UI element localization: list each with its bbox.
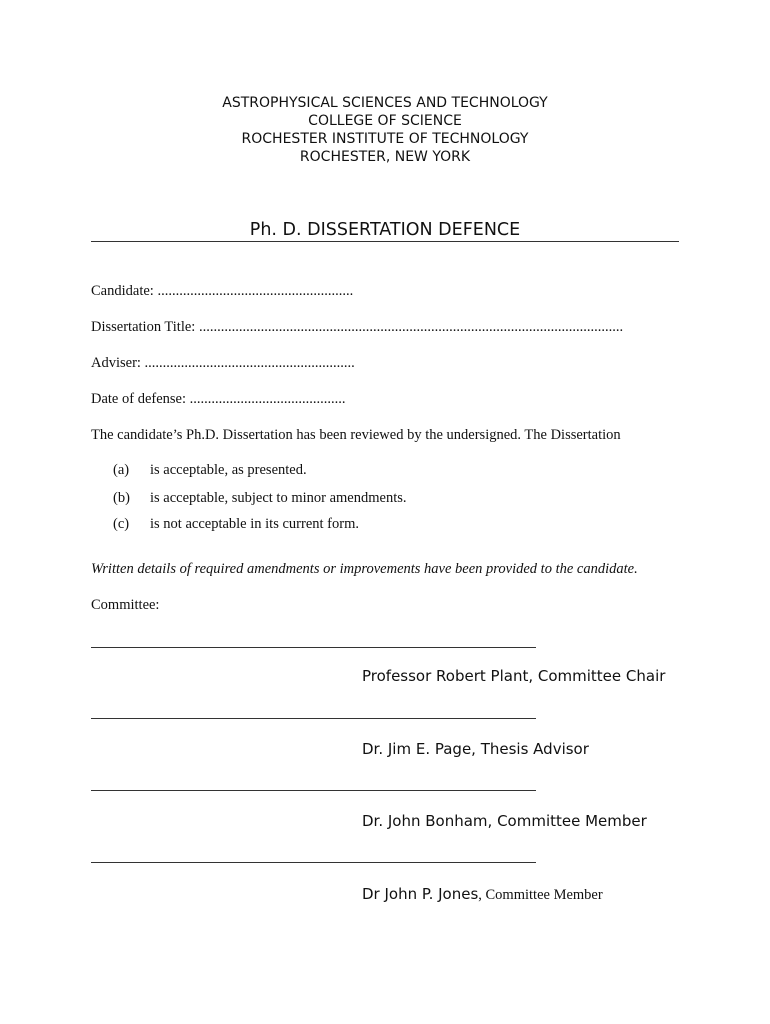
location: ROCHESTER, NEW YORK [299,149,471,165]
signature-line-advisor [91,718,536,719]
committee-label: Committee: [91,597,160,613]
signature-line-member-2 [91,862,536,863]
signatory-member-2-role: , Committee Member [478,887,603,903]
option-text-c: is not acceptable in its current form. [150,516,359,532]
option-letter-c: (c) [113,516,130,532]
adviser-field: Adviser: .......................................................... [91,355,355,371]
option-letter-b: (b) [113,490,130,506]
review-statement: The candidate’s Ph.D. Dissertation has been reviewed by the undersigned. The Dissertation [91,427,621,443]
department-name: ASTROPHYSICAL SCIENCES AND TECHNOLOGY [222,95,548,111]
signature-line-chair [91,647,536,648]
page-title: Ph. D. DISSERTATION DEFENCE [249,220,521,240]
signatory-member-1: Dr. John Bonham, Committee Member [362,812,647,830]
option-text-a: is acceptable, as presented. [150,462,307,478]
college-name: COLLEGE OF SCIENCE [308,113,462,129]
date-of-defense-field: Date of defense: ........................................... [91,391,346,407]
institute-name: ROCHESTER INSTITUTE OF TECHNOLOGY [241,131,529,147]
option-letter-a: (a) [113,462,130,478]
signatory-chair: Professor Robert Plant, Committee Chair [362,667,666,685]
signatory-advisor: Dr. Jim E. Page, Thesis Advisor [362,740,589,758]
dissertation-title-field: Dissertation Title: ..................................................................................................................... [91,319,624,335]
signature-line-member-1 [91,790,536,791]
candidate-field: Candidate: ...................................................... [91,283,354,299]
amendments-note: Written details of required amendments or improvements have been provided to the candidate. [91,561,638,577]
title-divider [91,241,679,242]
signatory-member-2 [362,885,603,904]
institution-header [0,94,770,166]
signatory-member-2-name: Dr John P. Jones [362,885,479,903]
option-text-b: is acceptable, subject to minor amendments. [150,490,407,506]
